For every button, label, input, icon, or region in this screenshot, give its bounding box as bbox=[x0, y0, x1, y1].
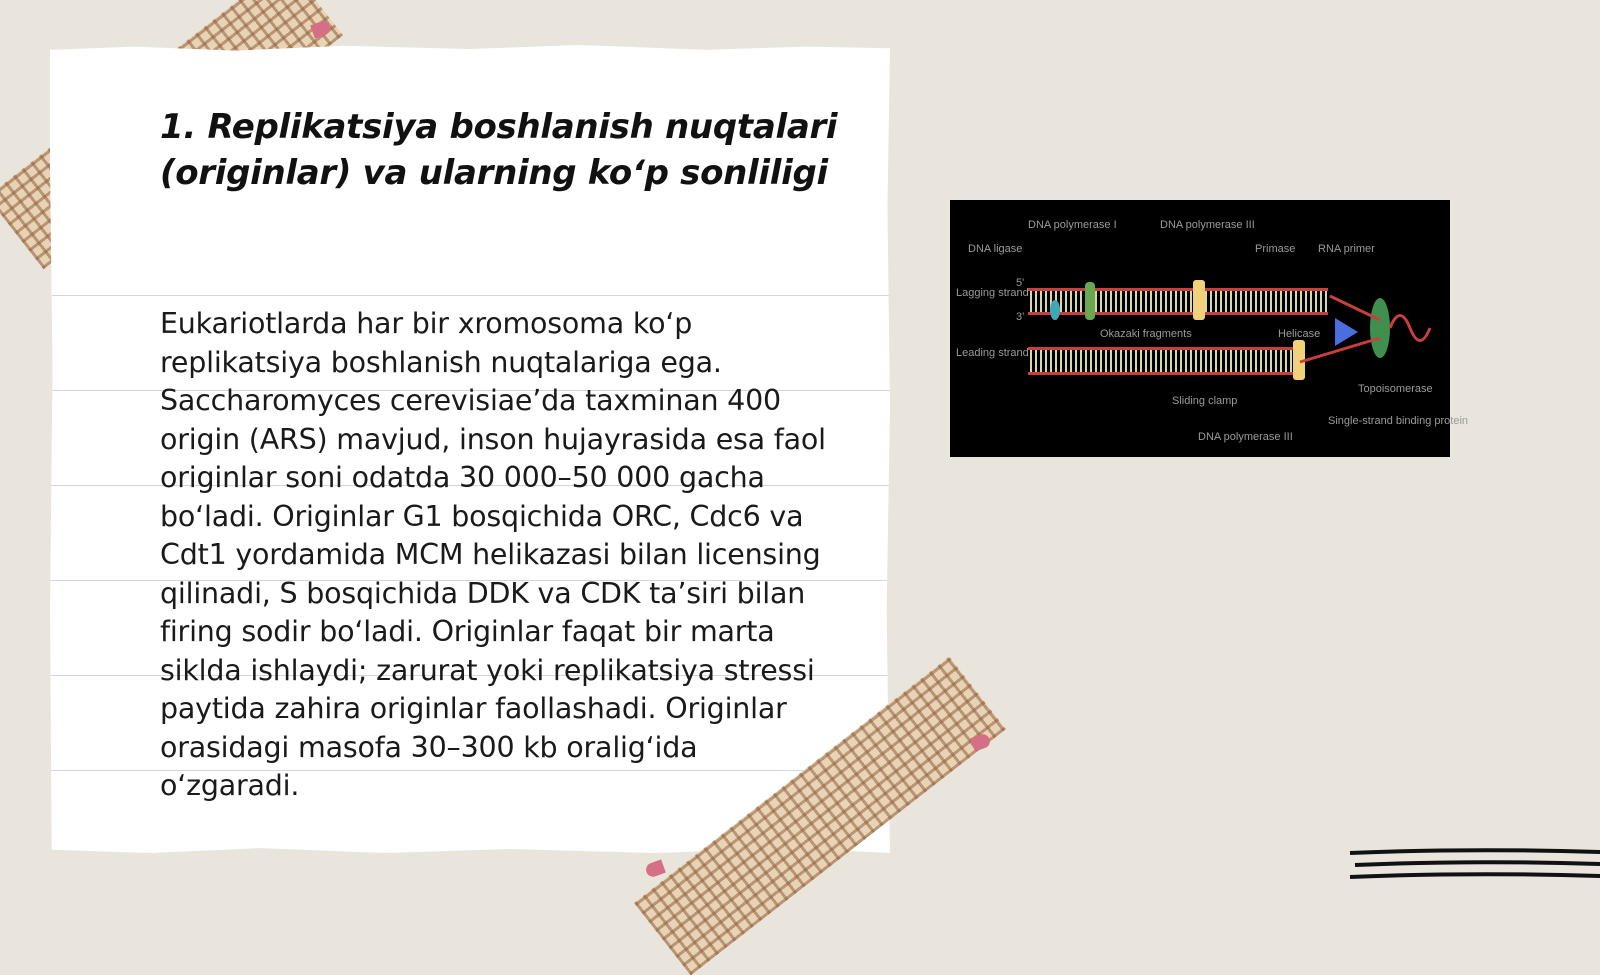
lagging-base-pairs bbox=[1030, 291, 1328, 312]
label-rna-primer: RNA primer bbox=[1318, 243, 1375, 255]
dna-replication-diagram bbox=[950, 200, 1469, 457]
dna-replication-svg bbox=[950, 200, 1469, 457]
dna-polymerase-3-top-shape bbox=[1193, 280, 1205, 320]
lagging-strand-top bbox=[1028, 288, 1328, 291]
label-dna-polymerase-3-top: DNA polymerase III bbox=[1160, 219, 1255, 231]
paper-rule bbox=[50, 295, 890, 296]
label-3-prime: 3' bbox=[1016, 311, 1025, 323]
leading-strand-bottom bbox=[1028, 372, 1298, 375]
helicase-shape bbox=[1335, 318, 1358, 346]
dna-polymerase-1-shape bbox=[1085, 282, 1095, 320]
leading-base-pairs bbox=[1030, 350, 1298, 372]
fork-upper bbox=[1330, 296, 1380, 320]
tape-bottom-start bbox=[644, 859, 666, 878]
label-dna-ligase: DNA ligase bbox=[968, 243, 1023, 255]
label-topoisomerase: Topoisomerase bbox=[1358, 383, 1433, 395]
lagging-strand-bottom bbox=[1028, 312, 1328, 315]
label-helicase: Helicase bbox=[1278, 328, 1321, 340]
parental-dna-shape bbox=[1390, 316, 1430, 341]
label-single-strand-binding: Single-strand binding protein bbox=[1328, 415, 1469, 427]
leading-strand-top bbox=[1028, 347, 1298, 350]
label-sliding-clamp: Sliding clamp bbox=[1172, 395, 1238, 407]
topoisomerase-shape bbox=[1370, 298, 1390, 358]
label-primase: Primase bbox=[1255, 243, 1296, 255]
label-dna-polymerase-3-bottom: DNA polymerase III bbox=[1198, 431, 1293, 443]
slide-title: 1. Replikatsiya boshlanish nuqtalari (originlar) va ularning koʻp sonliligi bbox=[160, 107, 838, 193]
label-leading-strand: Leading strand bbox=[956, 347, 1029, 359]
label-lagging-strand: Lagging strand bbox=[956, 287, 1029, 299]
label-dna-polymerase-1: DNA polymerase I bbox=[1028, 219, 1117, 231]
label-okazaki-fragments: Okazaki fragments bbox=[1100, 328, 1192, 340]
decorative-brush-lines bbox=[1350, 848, 1600, 888]
label-5-prime: 5' bbox=[1016, 277, 1025, 289]
dna-ligase-shape bbox=[1050, 300, 1060, 320]
slide-body-text: Eukariotlarda har bir xromosoma koʻp replikatsiya boshlanish nuqtalariga ega. Saccharomyces cerevisiaeʼda taxminan 400 origin (ARS) mavjud, inson hujayrasida esa faol originlar soni odatda 30 000–50 000 gacha boʻladi. Originlar G1 bosqichida ORC, Cdc6 va Cdt1 yordamida MCM helikazasi bilan licensing qilinadi, S bosqichida DDK va CDK taʼsiri bilan firing sodir boʻladi. Originlar faqat bir marta siklda ishlaydi; zarurat yoki replikatsiya stressi paytida zahira originlar faollashadi. Originlar orasidagi masofa 30–300 kb oraligʻida oʻzgaradi. bbox=[160, 307, 826, 802]
